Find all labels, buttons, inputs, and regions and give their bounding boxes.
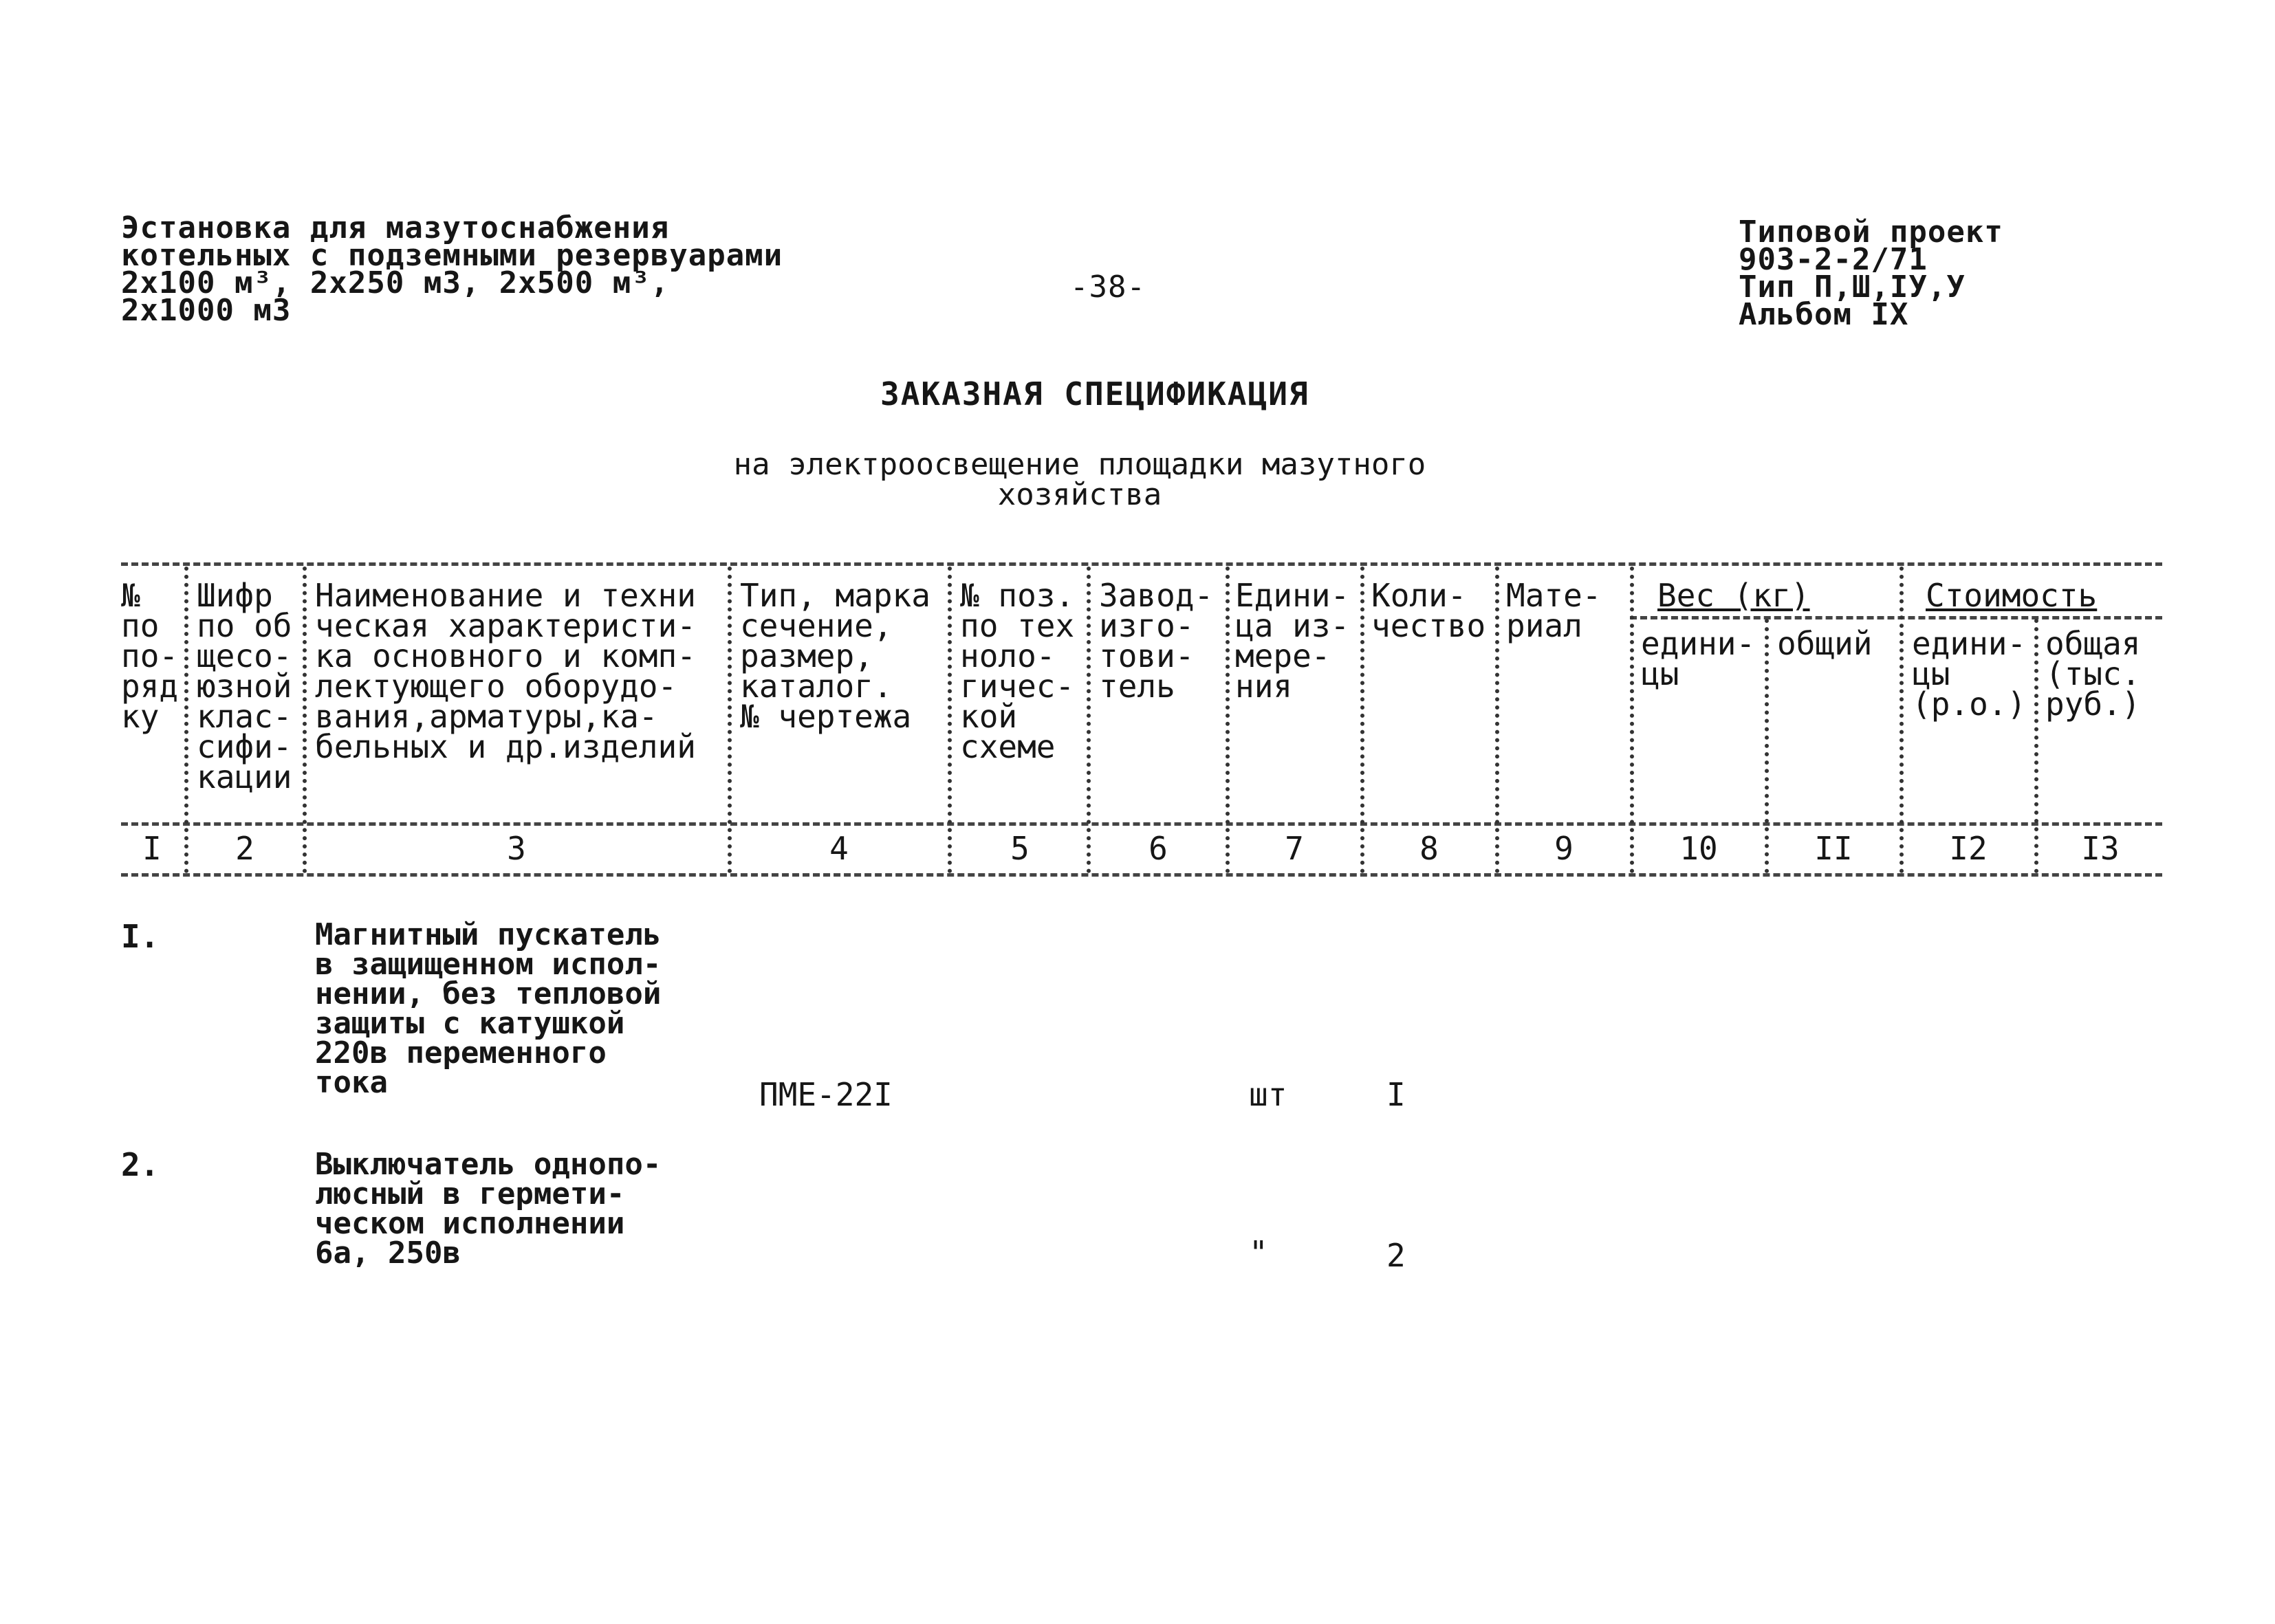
- column-number: 2: [235, 830, 254, 867]
- column-divider: [1087, 567, 1091, 873]
- column-divider: [184, 567, 188, 873]
- column-header-manufacturer: Завод- изго- тови- тель: [1099, 577, 1214, 705]
- column-header-cost-unit: едини- цы (р.о.): [1912, 625, 2027, 723]
- row-item-name: Магнитный пускатель в защищенном испол- нении, без тепловой защиты с катушкой 220в переменного тока: [315, 917, 662, 1100]
- row-number: I.: [121, 918, 160, 955]
- column-divider: [948, 567, 952, 873]
- header-object-description: Эстановка для мазутоснабжения котельных с подземными резервуарами 2х100 м³, 2х250 м3, 2х500 м³, 2х1000 м3: [121, 210, 783, 328]
- table-top-rule: [121, 562, 2162, 566]
- column-header-cost: Стоимость: [1926, 577, 2098, 614]
- column-header-weight: Вес (кг): [1657, 577, 1810, 614]
- column-number: 3: [507, 830, 526, 867]
- row-item-quantity: 2: [1386, 1237, 1406, 1274]
- document-subtitle: на электроосвещение площадки мазутного хозяйства: [733, 447, 1426, 512]
- column-header-position: № поз. по тех ноло- гичес- кой схеме: [960, 577, 1075, 765]
- column-header-quantity: Коли- чество: [1371, 577, 1486, 644]
- page-number: -38-: [1070, 270, 1146, 305]
- column-number: I2: [1949, 830, 1988, 867]
- document-title: ЗАКАЗНАЯ СПЕЦИФИКАЦИЯ: [880, 375, 1309, 413]
- column-header-name: Наименование и техни ческая характеристи- ка основного и комп- лектующего оборудо- вания,арматуры,ка- бельных и др.изделий: [315, 577, 696, 765]
- group-header-rule: [1630, 616, 2162, 619]
- column-header-weight-total: общий: [1777, 625, 1873, 662]
- column-number: 7: [1285, 830, 1304, 867]
- column-divider: [1495, 567, 1499, 873]
- row-number: 2.: [121, 1146, 160, 1183]
- column-header-cost-total: общая (тыс. руб.): [2045, 625, 2141, 723]
- row-item-type: ПМЕ-22I: [759, 1076, 893, 1113]
- column-number: 8: [1419, 830, 1439, 867]
- column-number: I3: [2081, 830, 2120, 867]
- column-header-unit: Едини- ца из- мере- ния: [1235, 577, 1350, 705]
- column-number: 6: [1149, 830, 1168, 867]
- column-divider: [303, 567, 307, 873]
- column-header-classification-code: Шифр по об щесо- юзной клас- сифи- кации: [197, 577, 292, 795]
- column-number: 5: [1010, 830, 1030, 867]
- row-item-name: Выключатель однопо- люсный в гермети- ческом исполнении 6а, 250в: [315, 1147, 662, 1271]
- table-header-rule: [121, 822, 2162, 826]
- column-header-weight-unit: едини- цы: [1641, 625, 1756, 692]
- column-number: 10: [1679, 830, 1718, 867]
- column-divider: [1226, 567, 1230, 873]
- row-item-unit: шт: [1249, 1076, 1287, 1113]
- column-number: 9: [1554, 830, 1574, 867]
- header-project-info: Типовой проект 903-2-2/71 Тип П,Ш,IУ,У Альбом IX: [1739, 215, 2003, 332]
- column-header-type: Тип, марка сечение, размер, каталог. № чертежа: [740, 577, 930, 735]
- row-item-unit: ": [1249, 1234, 1268, 1271]
- column-divider: [1630, 567, 1634, 873]
- column-header-material: Мате- риал: [1506, 577, 1602, 644]
- row-item-quantity: I: [1386, 1076, 1406, 1113]
- column-divider: [1900, 567, 1904, 873]
- column-divider: [728, 567, 732, 873]
- column-number: I: [142, 830, 162, 867]
- column-header-number: № по по- ряд ку: [121, 577, 179, 735]
- column-number: II: [1814, 830, 1853, 867]
- table-numbers-rule: [121, 873, 2162, 877]
- column-number: 4: [829, 830, 849, 867]
- column-divider: [1360, 567, 1364, 873]
